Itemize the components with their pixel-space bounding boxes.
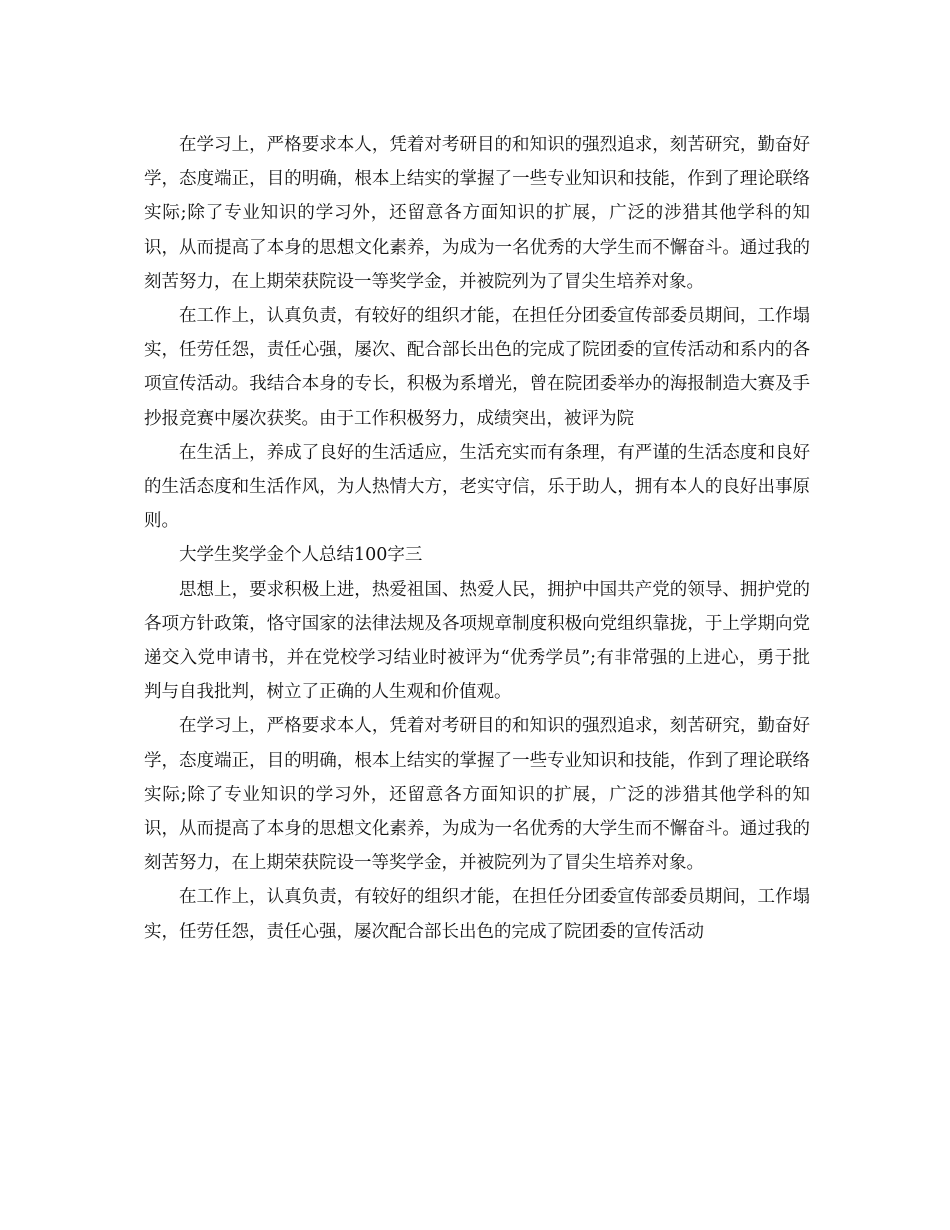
- paragraph-life-1: 在生活上，养成了良好的生活适应，生活充实而有条理，有严谨的生活态度和良好的生活态度和生活作风，为人热情大方，老实守信，乐于助人，拥有本人的良好出事原则。: [144, 442, 810, 532]
- paragraph-study-1: 在学习上，严格要求本人，凭着对考研目的和知识的强烈追求，刻苦研究，勤奋好学，态度端正，目的明确，根本上结实的掌握了一些专业知识和技能，作到了理论联络实际;除了专业知识的学习外，还留意各方面知识的扩展，广泛的涉猎其他学科的知识，从而提高了本身的思想文化素养，为成为一名优秀的大学生而不懈奋斗。通过我的刻苦努力，在上期荣获院设一等奖学金，并被院列为了冒尖生培养对象。: [144, 135, 810, 292]
- section-heading: 大学生奖学金个人总结100字三: [179, 545, 423, 566]
- document-body: [144, 128, 810, 949]
- paragraph-work-2: 在工作上，认真负责，有较好的组织才能，在担任分团委宣传部委员期间，工作塌实，任劳任怨，责任心强，屡次配合部长出色的完成了院团委的宣传活动: [144, 887, 810, 942]
- paragraph-work-1: 在工作上，认真负责，有较好的组织才能，在担任分团委宣传部委员期间，工作塌实，任劳任怨，责任心强，屡次、配合部长出色的完成了院团委的宣传活动和系内的各项宣传活动。我结合本身的专长，积极为系增光，曾在院团委举办的海报制造大赛及手抄报竞赛中屡次获奖。由于工作积极努力，成绩突出，被评为院: [144, 306, 810, 429]
- paragraph-study-2: 在学习上，严格要求本人，凭着对考研目的和知识的强烈追求，刻苦研究，勤奋好学，态度端正，目的明确，根本上结实的掌握了一些专业知识和技能，作到了理论联络实际;除了专业知识的学习外，还留意各方面知识的扩展，广泛的涉猎其他学科的知识，从而提高了本身的思想文化素养，为成为一名优秀的大学生而不懈奋斗。通过我的刻苦努力，在上期荣获院设一等奖学金，并被院列为了冒尖生培养对象。: [144, 716, 810, 874]
- paragraph-thought: 思想上，要求积极上进，热爱祖国、热爱人民，拥护中国共产党的领导、拥护党的各项方针政策，恪守国家的法律法规及各项规章制度积极向党组织靠拢，于上学期向党递交入党申请书，并在党校学习结业时被评为“优秀学员”;有非常强的上进心，勇于批判与自我批判，树立了正确的人生观和价值观。: [144, 579, 810, 703]
